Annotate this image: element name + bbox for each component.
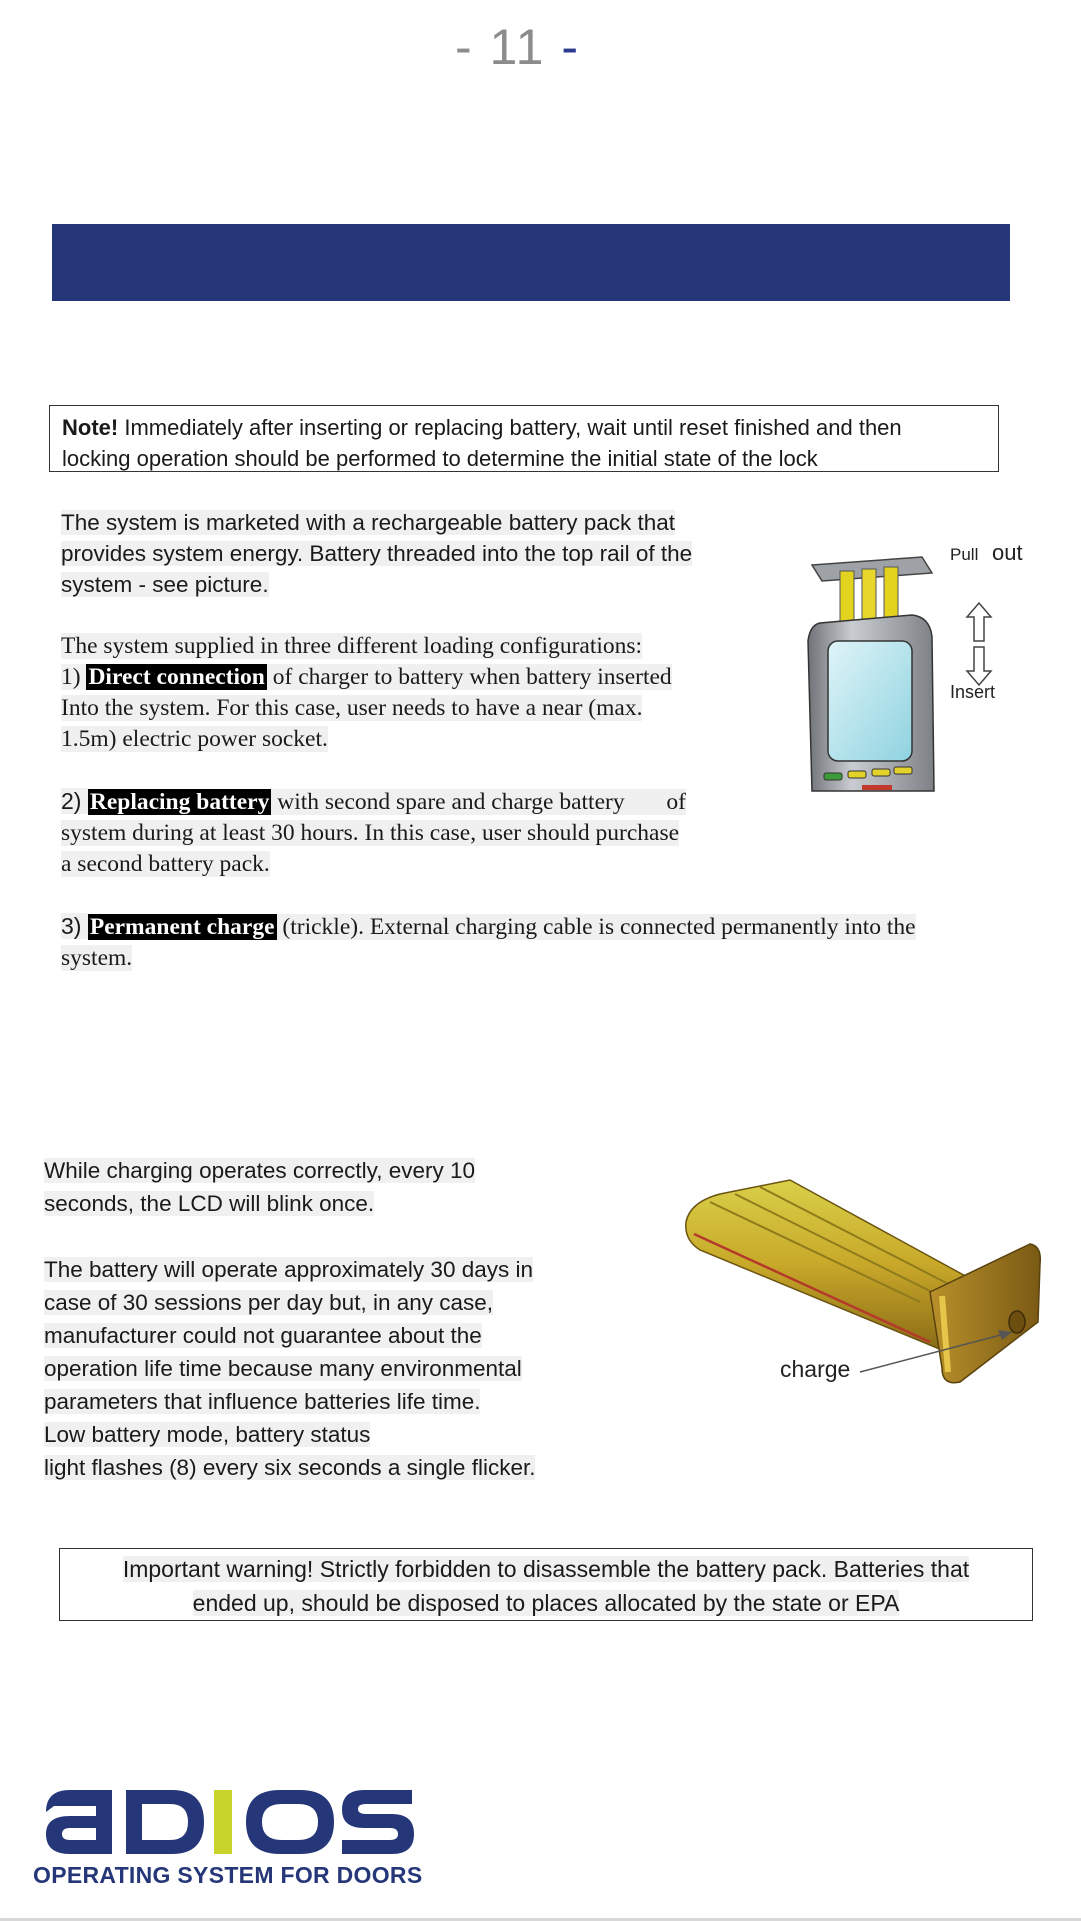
replacing-battery-tag: Replacing battery xyxy=(89,789,270,815)
adios-wordmark xyxy=(42,1782,422,1862)
warning-box xyxy=(59,1548,1033,1621)
config-item-3: 3) Permanent charge (trickle). External charging cable is connected permanently into the xyxy=(61,913,916,940)
out-label: out xyxy=(992,540,1023,565)
permanent-charge-tag: Permanent charge xyxy=(89,914,275,940)
note-line-1: Note! Immediately after inserting or replacing battery, wait until reset finished and then xyxy=(62,415,902,440)
config-item-1: 1) Direct connection of charger to battery when battery inserted xyxy=(61,664,672,690)
configurations-section: The system supplied in three different loading configurations: 1) Direct connection of charger to battery when battery inserted Into the system. For this case, user needs to have a near (max. 1.5m) electric power socket. 2) Replacing battery with second spare and charge battery out of system during at least 30 hours. In this case, user should purchase a second battery pack. 3) Permanent charge (trickle). External charging cable is connected permanently into the system. xyxy=(61,633,916,971)
battery-figure xyxy=(680,1172,1045,1392)
battery-illustration xyxy=(680,1172,1045,1392)
config-item-2: 2) Replacing battery with second spare and charge battery out of xyxy=(61,788,686,815)
charging-paragraph: While charging operates correctly, every 10 seconds, the LCD will blink once. The battery will operate approximately 30 days in case of 30 sessions per day but, in any case, manufacturer could not guarantee about the operation life time because many environmental parameters that influence batteries life time. Low battery mode, battery status light flashes (8) every six seconds a single flicker. xyxy=(44,1158,536,1480)
note-label: Note! xyxy=(62,415,119,440)
configurations-heading: The system supplied in three different loading configurations: xyxy=(61,633,643,659)
note-box xyxy=(49,405,999,472)
page-number-dash: - xyxy=(561,19,580,75)
warning-line-2: ended up, should be disposed to places allocated by the state or EPA xyxy=(192,1590,900,1616)
logo-tagline: OPERATING SYSTEM FOR DOORS xyxy=(33,1862,423,1888)
device-illustration xyxy=(782,545,1042,795)
warning-line-1: Important warning! Strictly forbidden to disassemble the battery pack. Batteries that xyxy=(122,1556,970,1582)
charge-label: charge xyxy=(780,1356,851,1382)
adios-logo xyxy=(42,1782,422,1862)
intro-paragraph: The system is marketed with a rechargeable battery pack that provides system energy. Battery threaded into the top rail of the system - see picture. xyxy=(61,510,693,597)
page-number xyxy=(0,18,1035,76)
device-figure xyxy=(782,540,1042,795)
direct-connection-tag: Direct connection xyxy=(88,664,265,690)
pull-label: Pull xyxy=(950,545,979,564)
section-title-bar xyxy=(52,224,1010,301)
note-line-2: locking operation should be performed to determine the initial state of the lock xyxy=(62,446,818,471)
insert-label: Insert xyxy=(950,682,996,702)
page-number-text: - 11 xyxy=(455,19,562,75)
